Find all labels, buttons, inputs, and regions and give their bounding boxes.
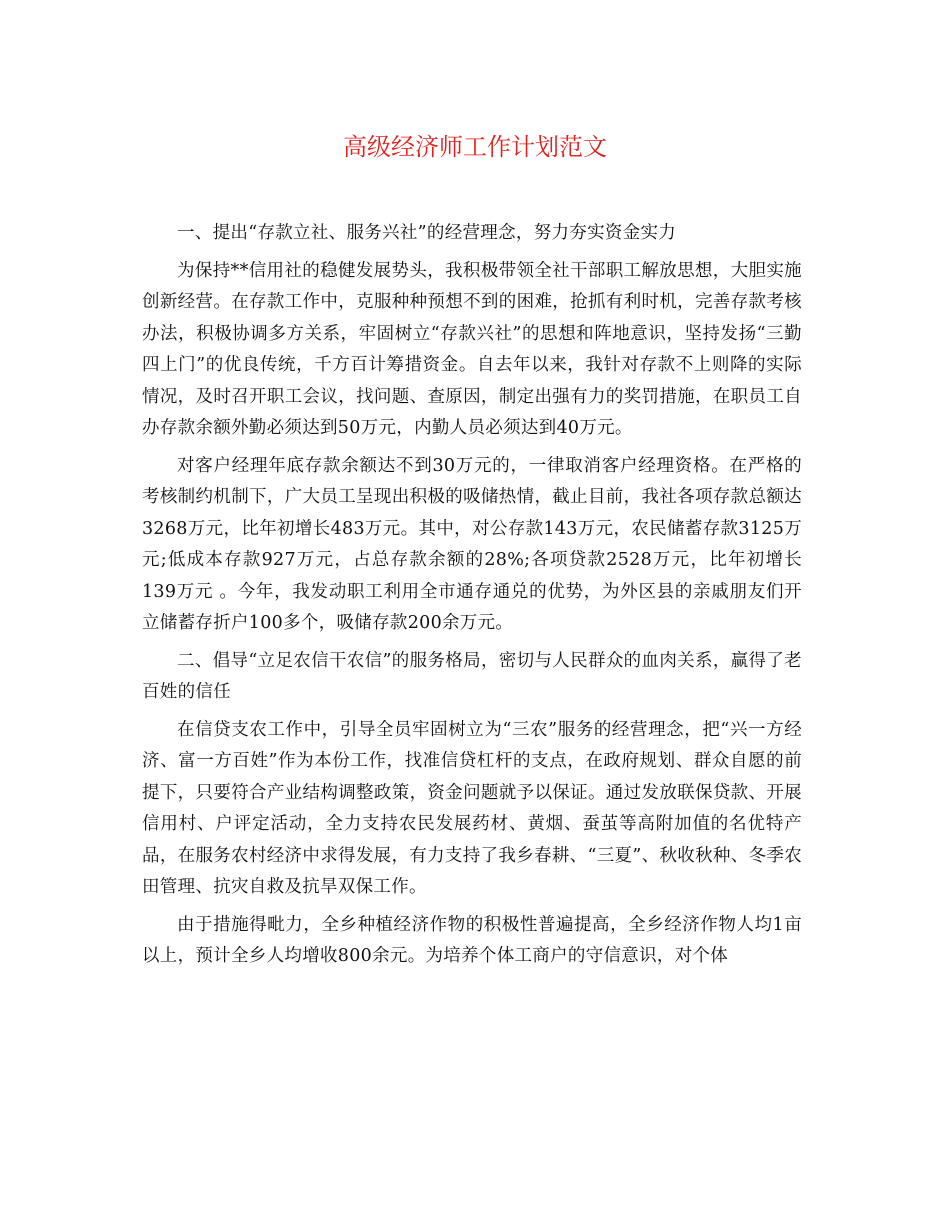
document-body [142, 218, 802, 979]
heading-section-2: 二、倡导“立足农信干农信”的服务格局，密切与人民群众的血肉关系，赢得了老百姓的信任 [142, 650, 802, 702]
paragraph: 对客户经理年底存款余额达不到30万元的，一律取消客户经理资格。在严格的考核制约机制下，广大员工呈现出积极的吸储热情，截止目前，我社各项存款总额达3268万元，比年初增长483万元。其中，对公存款143万元，农民储蓄存款3125万元;低成本存款927万元，占总存款余额的28%;各项贷款2528万元，比年初增长139万元 。今年，我发动职工利用全市通存通兑的优势，为外区县的亲戚朋友们开立储蓄存折户100多个，吸储存款200余万元。 [142, 455, 802, 633]
paragraph: 为保持**信用社的稳健发展势头，我积极带领全社干部职工解放思想，大胆实施创新经营。在存款工作中，克服种种预想不到的困难，抢抓有利时机，完善存款考核办法，积极协调多方关系，牢固树立“存款兴社”的思想和阵地意识，坚持发扬“三勤四上门”的优良传统，千方百计筹措资金。自去年以来，我针对存款不上则降的实际情况，及时召开职工会议，找问题、查原因，制定出强有力的奖罚措施，在职员工自办存款余额外勤必须达到50万元，内勤人员必须达到40万元。 [142, 260, 802, 438]
paragraph: 在信贷支农工作中，引导全员牢固树立为“三农”服务的经营理念，把“兴一方经济、富一方百姓”作为本份工作，找准信贷杠杆的支点，在政府规划、群众自愿的前提下，只要符合产业结构调整政策，资金问题就予以保证。通过发放联保贷款、开展信用村、户评定活动，全力支持农民发展药材、黄烟、蚕茧等高附加值的名优特产品，在服务农村经济中求得发展，有力支持了我乡春耕、“三夏”、秋收秋种、冬季农田管理、抗灾自救及抗旱双保工作。 [142, 719, 802, 897]
paragraph: 由于措施得毗力，全乡种植经济作物的积极性普遍提高，全乡经济作物人均1亩以上，预计全乡人均增收800余元。为培养个体工商户的守信意识，对个体 [142, 914, 802, 966]
document-title: 高级经济师工作计划范文 [343, 133, 607, 161]
heading-section-1: 一、提出“存款立社、服务兴社”的经营理念，努力夯实资金实力 [177, 223, 677, 243]
